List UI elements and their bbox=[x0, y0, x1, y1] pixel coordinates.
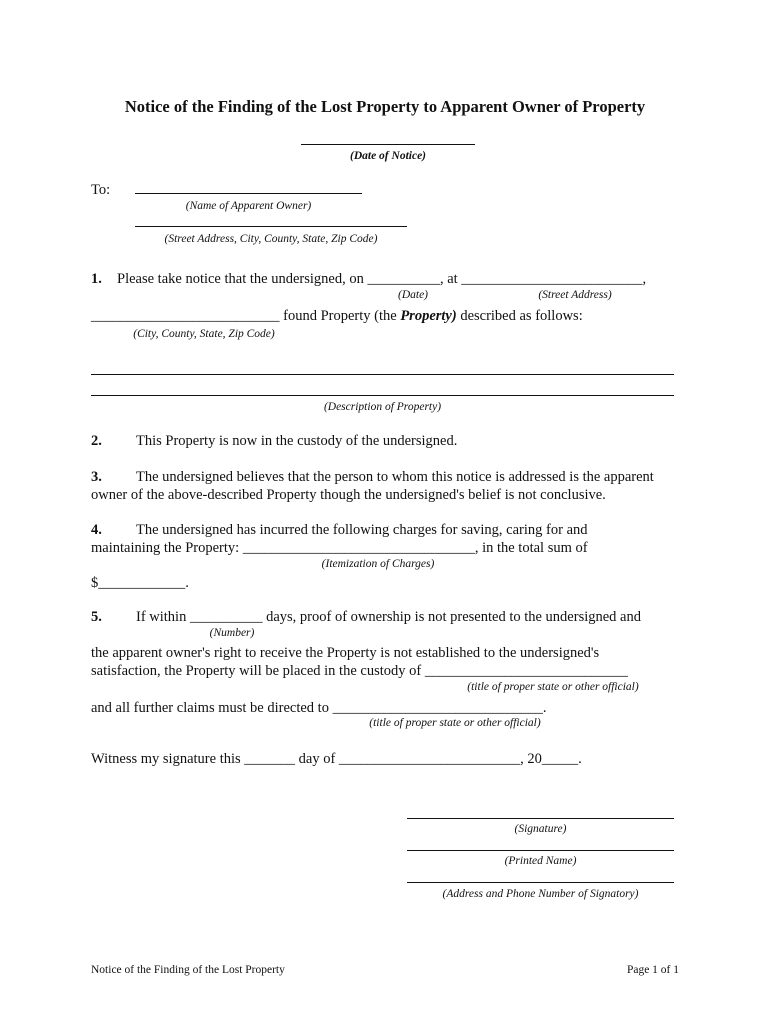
description-line-1[interactable] bbox=[91, 374, 674, 375]
apparent-owner-address-line[interactable] bbox=[135, 226, 407, 227]
item-1-text-a: Please take notice that the undersigned, on __________, at _________________________, bbox=[117, 271, 647, 287]
page-number: Page 1 of 1 bbox=[626, 964, 679, 976]
description-caption: (Description of Property) bbox=[323, 401, 442, 413]
item-5-number: 5. bbox=[91, 609, 102, 625]
number-caption: (Number) bbox=[209, 627, 255, 639]
signature-line[interactable] bbox=[407, 818, 674, 819]
item-5-line-1: If within __________ days, proof of ownership is not presented to the undersigned and bbox=[136, 609, 641, 625]
itemization-caption: (Itemization of Charges) bbox=[321, 558, 435, 570]
claims-caption: (title of proper state or other official) bbox=[369, 717, 541, 729]
item-1-text-b: __________________________ found Property (the bbox=[91, 308, 397, 324]
witness-statement: Witness my signature this _______ day of _________________________, 20_____. bbox=[91, 751, 582, 767]
item-1-date-caption: (Date) bbox=[397, 289, 428, 301]
item-3-line-2: owner of the above-described Property though the undersigned's belief is not conclusive. bbox=[91, 487, 606, 503]
date-of-notice-caption: (Date of Notice) bbox=[350, 150, 426, 162]
description-line-2[interactable] bbox=[91, 395, 674, 396]
item-1-number: 1. bbox=[91, 271, 102, 287]
date-of-notice-line[interactable] bbox=[301, 144, 475, 145]
item-5-line-3: satisfaction, the Property will be placed in the custody of ____________________________ bbox=[91, 663, 628, 679]
item-1-line-2 bbox=[91, 307, 583, 325]
item-2-number: 2. bbox=[91, 433, 102, 449]
apparent-owner-name-line[interactable] bbox=[135, 193, 362, 194]
item-4-number: 4. bbox=[91, 522, 102, 538]
item-2-text: This Property is now in the custody of the undersigned. bbox=[136, 433, 458, 449]
signatory-address-caption: (Address and Phone Number of Signatory) bbox=[442, 888, 639, 900]
document-title: Notice of the Finding of the Lost Property to Apparent Owner of Property bbox=[124, 97, 646, 116]
item-1-street-caption: (Street Address) bbox=[538, 289, 612, 301]
item-4-line-2: maintaining the Property: ________________________________, in the total sum of bbox=[91, 540, 588, 556]
item-1-text-c: described as follows: bbox=[460, 308, 583, 324]
signatory-address-line[interactable] bbox=[407, 882, 674, 883]
apparent-owner-name-caption: (Name of Apparent Owner) bbox=[185, 200, 312, 212]
signature-caption: (Signature) bbox=[514, 823, 567, 835]
item-3-line-1: The undersigned believes that the person to whom this notice is addressed is the apparent bbox=[136, 469, 654, 485]
apparent-owner-address-caption: (Street Address, City, County, State, Zip Code) bbox=[164, 233, 378, 245]
item-4-line-3: $____________. bbox=[91, 575, 189, 591]
item-4-line-1: The undersigned has incurred the following charges for saving, caring for and bbox=[136, 522, 588, 538]
item-5-line-2: the apparent owner's right to receive the Property is not established to the undersigned's bbox=[91, 645, 600, 661]
printed-name-caption: (Printed Name) bbox=[504, 855, 577, 867]
to-label: To: bbox=[91, 182, 111, 198]
item-5-line-4: and all further claims must be directed to _____________________________. bbox=[91, 700, 547, 716]
footer-title: Notice of the Finding of the Lost Property bbox=[91, 964, 285, 976]
property-term: Property) bbox=[400, 308, 457, 324]
printed-name-line[interactable] bbox=[407, 850, 674, 851]
custody-caption: (title of proper state or other official) bbox=[467, 681, 639, 693]
item-1-city-caption: (City, County, State, Zip Code) bbox=[133, 328, 275, 340]
item-3-number: 3. bbox=[91, 469, 102, 485]
